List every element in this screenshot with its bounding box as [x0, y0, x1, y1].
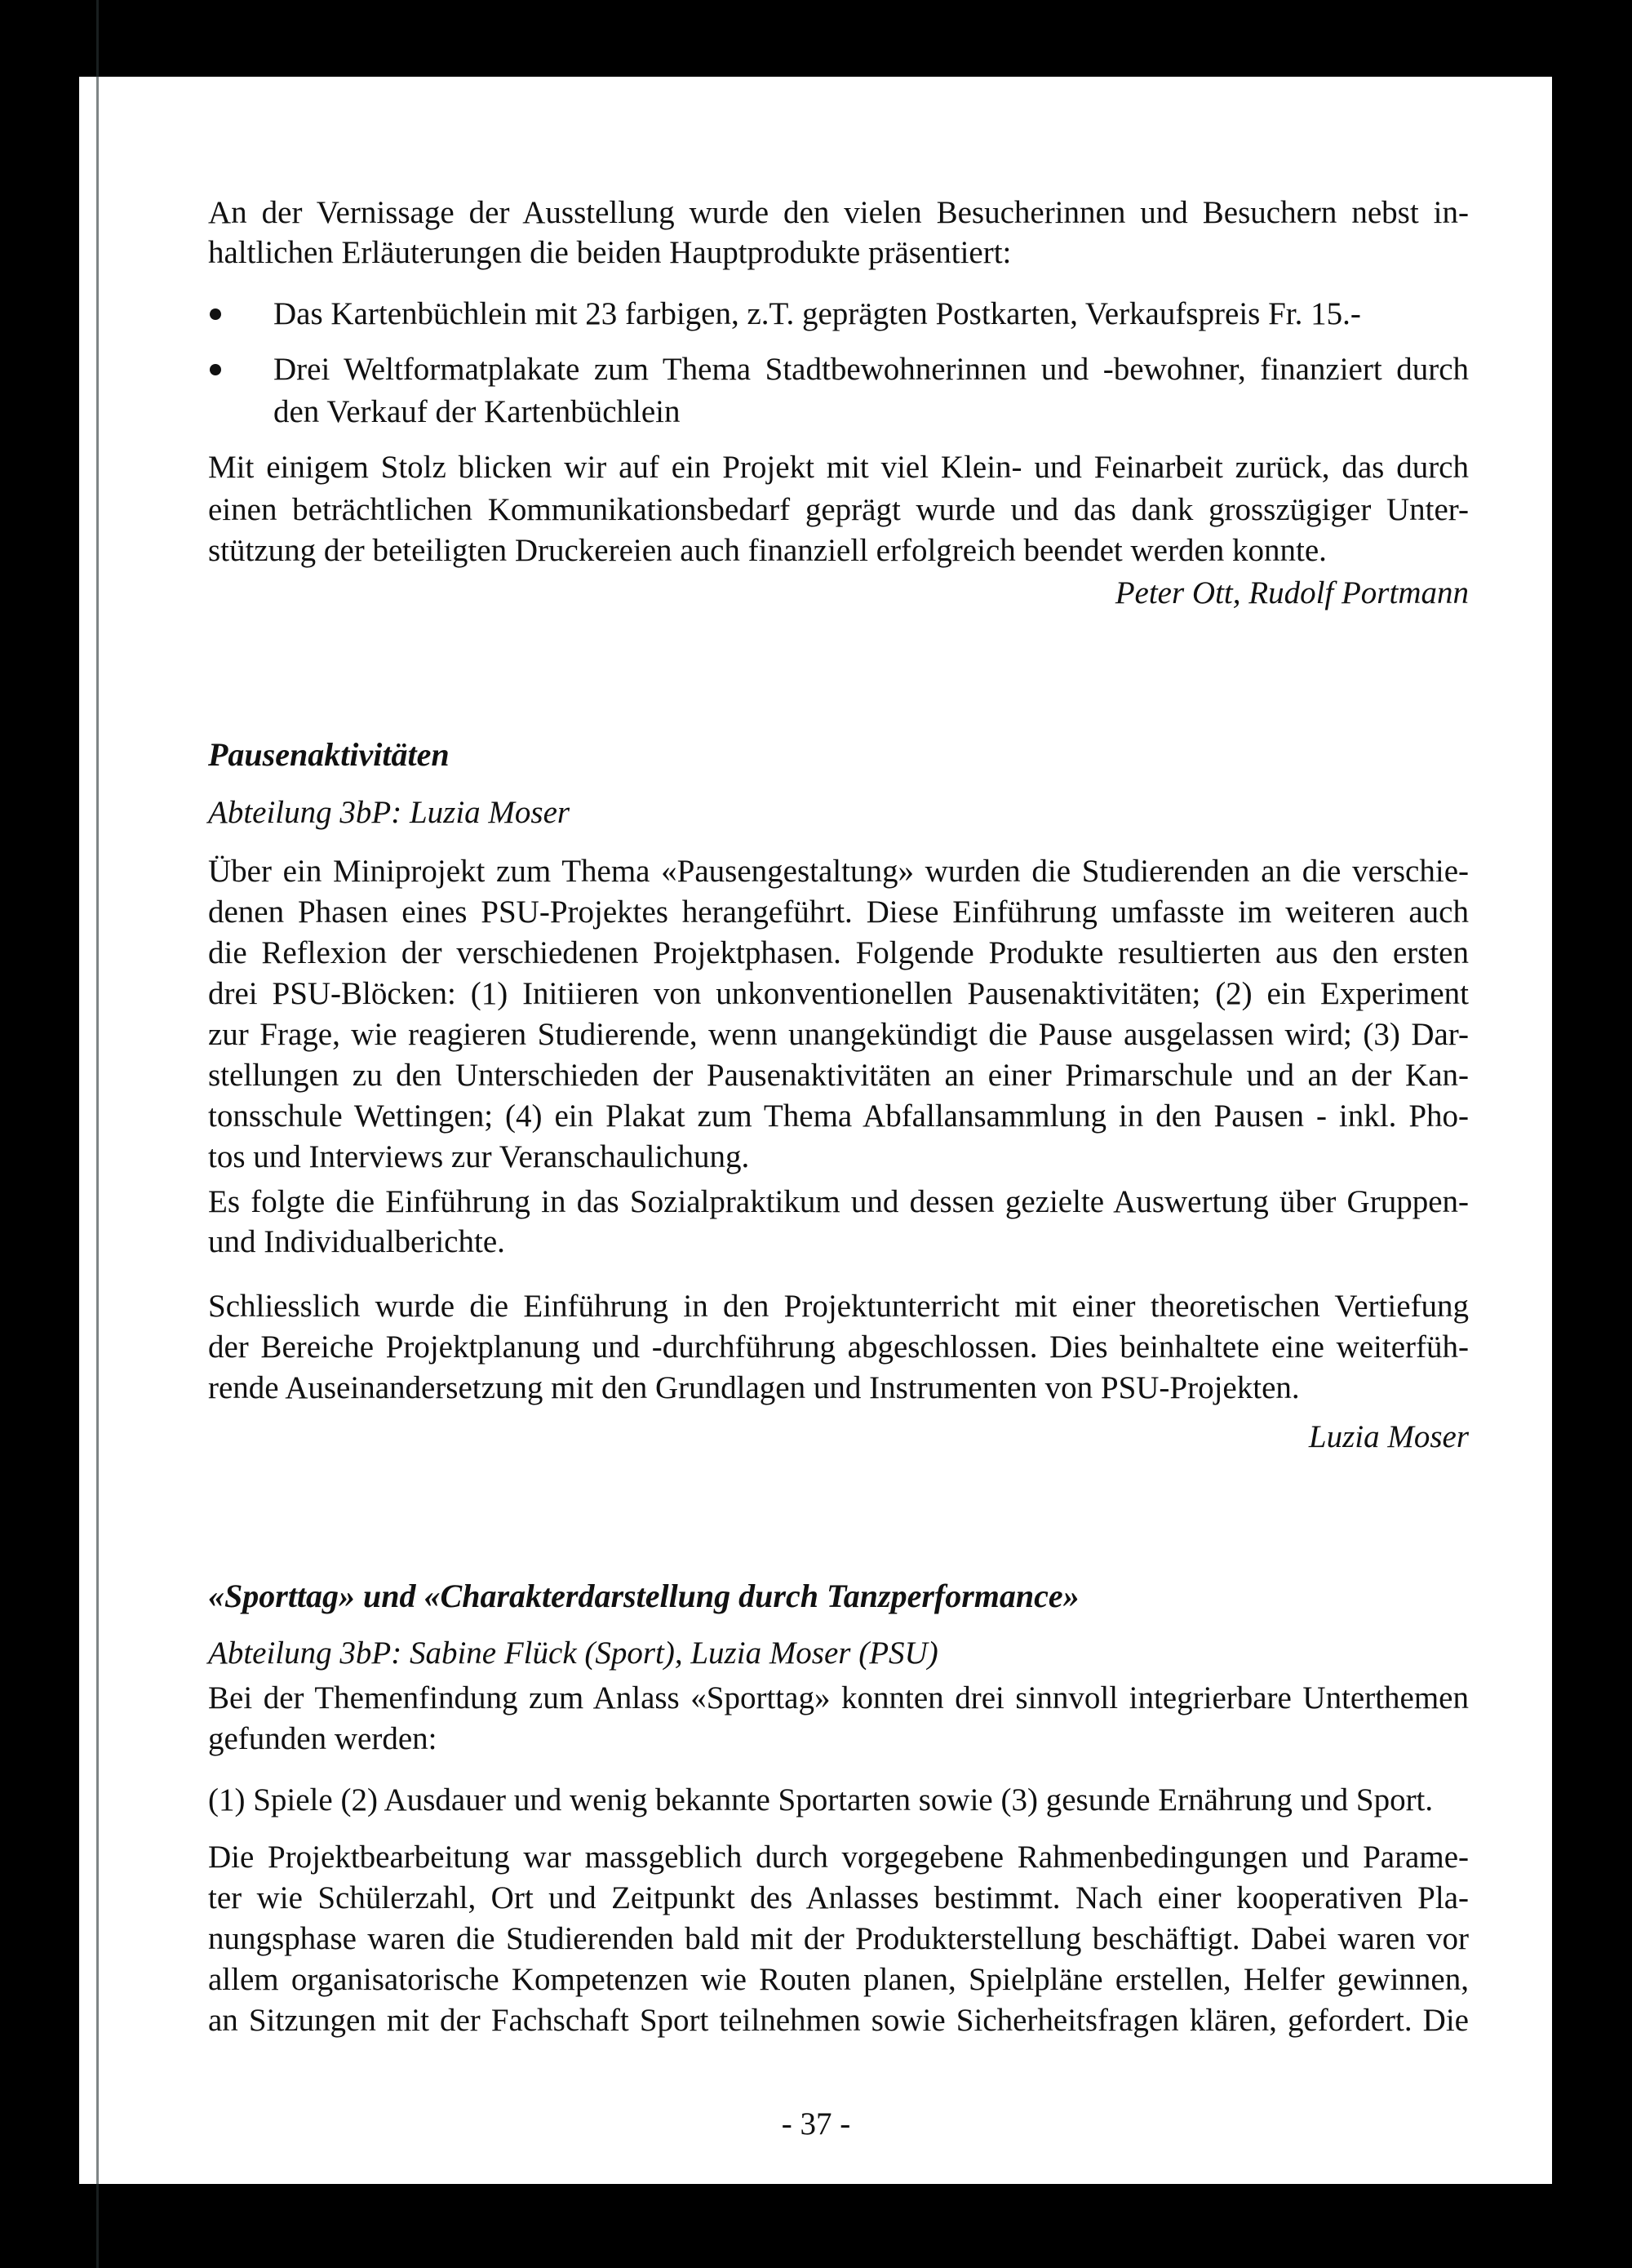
paragraph-line: stellungen zu den Unterschieden der Pausenaktivitäten an einer Primarschule und an der Kan-: [208, 1058, 1469, 1093]
paragraph-line: stützung der beteiligten Druckereien auch finanziell erfolgreich beendet werden konnte.: [208, 533, 1327, 568]
scan-artifact: [96, 0, 99, 2268]
paragraph-line: die Reflexion der verschiedenen Projektphasen. Folgende Produkte resultierten aus den ersten: [208, 935, 1469, 970]
signature: Luzia Moser: [1308, 1419, 1469, 1454]
section-subtitle: Abteilung 3bP: Luzia Moser: [208, 795, 570, 830]
section-title: «Sporttag» und «Charakterdarstellung durch Tanzperformance»: [208, 1578, 1080, 1614]
paragraph-line: tos und Interviews zur Veranschaulichung.: [208, 1139, 750, 1174]
section-title: Pausenaktivitäten: [208, 736, 450, 773]
paragraph-line: drei PSU-Blöcken: (1) Initiieren von unkonventionellen Pausenaktivitäten; (2) ein Experiment: [208, 976, 1469, 1011]
paragraph-line: an Sitzungen mit der Fachschaft Sport teilnehmen sowie Sicherheitsfragen klären, gefordert. Die: [208, 2003, 1469, 2038]
paragraph-line: allem organisatorische Kompetenzen wie Routen planen, Spielpläne erstellen, Helfer gewinnen,: [208, 1962, 1469, 1997]
bullet-item: Das Kartenbüchlein mit 23 farbigen, z.T. geprägten Postkarten, Verkaufspreis Fr. 15.-: [273, 296, 1361, 331]
paragraph-line: einen beträchtlichen Kommunikationsbedarf geprägt wurde und das dank grosszügiger Unter-: [208, 492, 1469, 527]
bullet-icon: [210, 364, 221, 375]
page-number: - 37 -: [781, 2106, 851, 2142]
intro-line: haltlichen Erläuterungen die beiden Hauptprodukte präsentiert:: [208, 235, 1012, 270]
paragraph-line: Schliesslich wurde die Einführung in den Projektunterricht mit einer theoretischen Vertiefung: [208, 1289, 1469, 1324]
paragraph-line: Mit einigem Stolz blicken wir auf ein Projekt mit viel Klein- und Feinarbeit zurück, das durch: [208, 450, 1469, 485]
paragraph-line: Die Projektbearbeitung war massgeblich durch vorgegebene Rahmenbedingungen und Parame-: [208, 1840, 1469, 1875]
section-subtitle: Abteilung 3bP: Sabine Flück (Sport), Luzia Moser (PSU): [208, 1636, 938, 1671]
signature: Peter Ott, Rudolf Portmann: [1115, 575, 1469, 610]
paragraph-line: Über ein Miniprojekt zum Thema «Pausengestaltung» wurden die Studierenden an die verschie-: [208, 854, 1469, 889]
paragraph-line: gefunden werden:: [208, 1721, 437, 1756]
paragraph-line: zur Frage, wie reagieren Studierende, wenn unangekündigt die Pause ausgelassen wird; (3) Dar-: [208, 1017, 1469, 1052]
paragraph-line: nungsphase waren die Studierenden bald mit der Produkterstellung beschäftigt. Dabei waren vor: [208, 1921, 1469, 1956]
paragraph-line: Es folgte die Einführung in das Sozialpraktikum und dessen gezielte Auswertung über Gruppen-: [208, 1184, 1469, 1219]
paragraph-line: (1) Spiele (2) Ausdauer und wenig bekannte Sportarten sowie (3) gesunde Ernährung und Sport.: [208, 1782, 1434, 1818]
paragraph-line: Bei der Themenfindung zum Anlass «Sporttag» konnten drei sinnvoll integrierbare Unterthemen: [208, 1680, 1469, 1715]
intro-line: An der Vernissage der Ausstellung wurde den vielen Besucherinnen und Besuchern nebst in-: [208, 195, 1469, 230]
paragraph-line: rende Auseinandersetzung mit den Grundlagen und Instrumenten von PSU-Projekten.: [208, 1370, 1300, 1405]
bullet-item-continuation: den Verkauf der Kartenbüchlein: [273, 394, 681, 429]
bullet-icon: [210, 308, 221, 320]
paragraph-line: ter wie Schülerzahl, Ort und Zeitpunkt des Anlasses bestimmt. Nach einer kooperativen Pla-: [208, 1880, 1469, 1915]
paragraph-line: der Bereiche Projektplanung und -durchführung abgeschlossen. Dies beinhaltete eine weiterfüh-: [208, 1329, 1469, 1365]
paragraph-line: tonsschule Wettingen; (4) ein Plakat zum Thema Abfallansammlung in den Pausen - inkl. Pho-: [208, 1098, 1469, 1134]
paragraph-line: und Individualberichte.: [208, 1224, 505, 1259]
bullet-item: Drei Weltformatplakate zum Thema Stadtbewohnerinnen und -bewohner, finanziert durch: [273, 352, 1469, 387]
paragraph-line: denen Phasen eines PSU-Projektes herangeführt. Diese Einführung umfasste im weiteren auch: [208, 894, 1469, 930]
